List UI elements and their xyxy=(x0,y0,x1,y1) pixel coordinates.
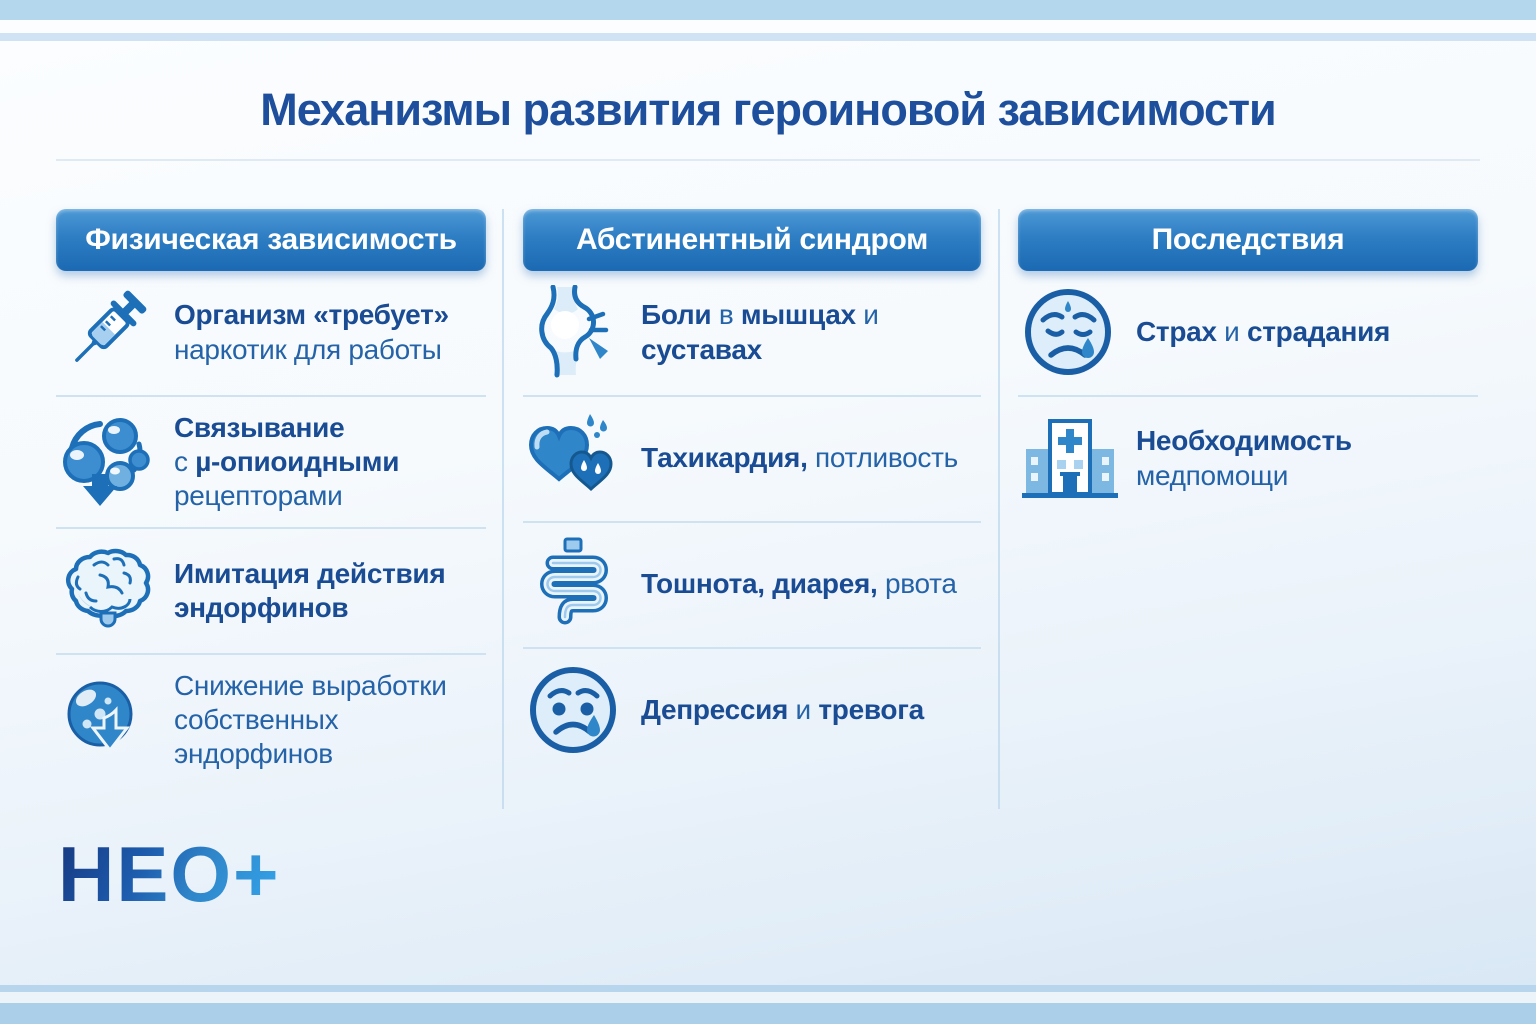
syringe-icon xyxy=(60,285,156,381)
brain-icon xyxy=(60,543,156,639)
list-item xyxy=(1018,271,1478,397)
content-area xyxy=(0,41,1536,985)
top-border-stripe xyxy=(0,33,1536,41)
item-label: Боли в мышцах и суставах xyxy=(641,299,879,365)
heart-sweat-icon xyxy=(527,411,623,507)
page-title: Механизмы развития героиновой зависимости xyxy=(260,84,1276,135)
item-label: Тахикардия, потливость xyxy=(641,442,958,474)
list-item xyxy=(56,655,486,785)
neo-plus-logo: НЕО+ xyxy=(58,830,281,918)
column-2 xyxy=(523,209,981,786)
list-item xyxy=(56,271,486,397)
bottom-border-stripe xyxy=(0,985,1536,992)
item-label: Снижение выработки собственных эндорфинов xyxy=(174,669,447,770)
column-header: Физическая зависимость xyxy=(56,209,486,271)
item-label: Связывание с µ-опиоидными рецепторами xyxy=(174,411,400,511)
column-separator-2 xyxy=(998,209,1000,809)
opioid-receptor-binding-icon xyxy=(60,414,156,510)
column-header: Последствия xyxy=(1018,209,1478,271)
title-divider xyxy=(56,159,1480,161)
list-item xyxy=(56,397,486,529)
column-header: Абстинентный синдром xyxy=(523,209,981,271)
list-item xyxy=(523,649,981,773)
bottom-border-gap xyxy=(0,992,1536,1003)
list-item xyxy=(1018,397,1478,521)
bottom-border-band xyxy=(0,1003,1536,1024)
sad-face-tear-icon xyxy=(527,663,623,759)
column-3 xyxy=(1018,209,1478,786)
column-separator-1 xyxy=(502,209,504,809)
columns xyxy=(56,209,1480,786)
item-label: Тошнота, диарея, рвота xyxy=(641,568,957,600)
top-border-band xyxy=(0,0,1536,20)
list-item xyxy=(56,529,486,655)
item-label: Имитация действия эндорфинов xyxy=(174,557,446,623)
list-item xyxy=(523,523,981,649)
endorphin-decrease-icon xyxy=(60,672,156,768)
joint-pain-icon xyxy=(527,285,623,381)
list-item xyxy=(523,271,981,397)
item-label: Организм «требует» наркотик для работы xyxy=(174,299,449,365)
item-label: Необходимость медпомощи xyxy=(1136,425,1352,491)
item-label: Депрессия и тревога xyxy=(641,694,924,726)
intestines-icon xyxy=(527,537,623,633)
item-label: Страх и страдания xyxy=(1136,316,1391,348)
hospital-icon xyxy=(1022,411,1118,507)
list-item xyxy=(523,397,981,523)
worried-face-tear-icon xyxy=(1022,285,1118,381)
top-border-gap xyxy=(0,20,1536,33)
column-1 xyxy=(56,209,486,786)
